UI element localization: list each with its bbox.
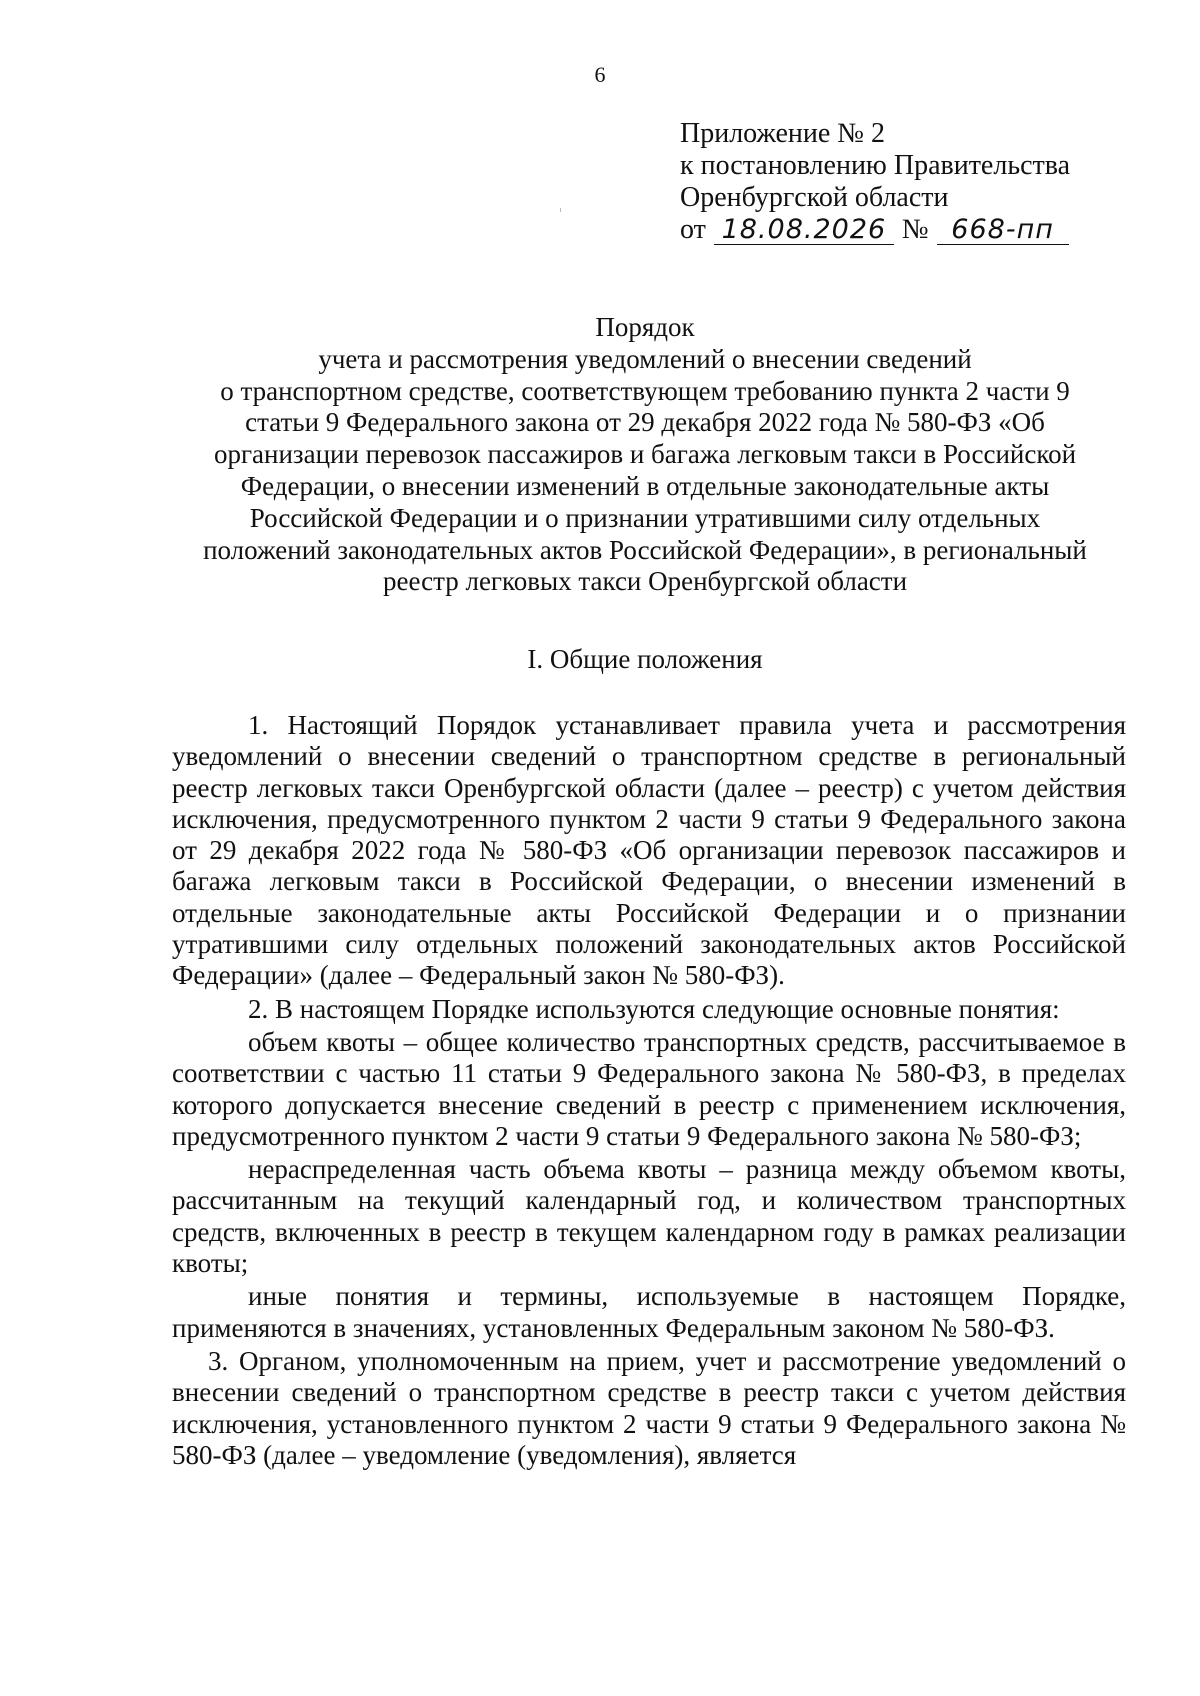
handwritten-date: 18.08.2026 bbox=[714, 216, 894, 245]
subtitle-line: о транспортном средстве, соответствующем требованию пункта 2 части 9 bbox=[220, 375, 1070, 406]
subtitle-line: учета и рассмотрения уведомлений о внесении сведений bbox=[318, 343, 972, 374]
subtitle-line: организации перевозок пассажиров и багажа легковым такси в Российской bbox=[213, 439, 1077, 470]
document-body bbox=[172, 710, 1126, 1473]
document-title: Порядок bbox=[595, 312, 695, 342]
page-number: 6 bbox=[594, 62, 606, 87]
document-title-block bbox=[170, 312, 1120, 598]
definition-unallocated-quota: нераспределенная часть объема квоты – разница между объемом квоты, рассчитанным на текущий календарный год, и количеством транспортных средств, включенных в реестр в текущем календарном году в рамках реализации квоты; bbox=[172, 1154, 1126, 1279]
appendix-line-2: к постановлению Правительства bbox=[680, 150, 1071, 181]
subtitle-line: положений законодательных актов Российской Федерации», в региональный bbox=[203, 534, 1087, 565]
paragraph-2: 2. В настоящем Порядке используются следующие основные понятия: bbox=[248, 993, 1060, 1024]
from-label: от bbox=[680, 214, 706, 245]
appendix-date-line bbox=[680, 214, 1160, 246]
handwritten-number: 668-пп bbox=[937, 216, 1069, 245]
section-heading: I. Общие положения bbox=[527, 644, 763, 674]
subtitle-line: Российской Федерации и о признании утратившими силу отдельных bbox=[249, 502, 1041, 533]
subtitle-line: Федерации, о внесении изменений в отдельные законодательные акты bbox=[240, 470, 1050, 501]
paragraph-1: 1. Настоящий Порядок устанавливает правила учета и рассмотрения уведомлений о внесении сведений о транспортном средстве в региональный реестр легковых такси Оренбургской области (далее – реестр) с учетом действия исключения, предусмотренного пунктом 2 части 9 статьи 9 Федерального закона от 29 декабря 2022 года № 580-ФЗ «Об организации перевозок пассажиров и багажа легковым такси в Российской Федерации, о внесении изменений в отдельные законодательные акты Российской Федерации и о признании утратившими силу отдельных положений законодательных актов Российской Федерации» (далее – Федеральный закон № 580-ФЗ). bbox=[172, 710, 1126, 991]
paragraph-3: 3. Органом, уполномоченным на прием, учет и рассмотрение уведомлений о внесении сведений о транспортном средстве в реестр такси с учетом действия исключения, установленного пунктом 2 части 9 статьи 9 Федерального закона № 580-ФЗ (далее – уведомление (уведомления), является bbox=[172, 1345, 1126, 1470]
subtitle-line: статьи 9 Федерального закона от 29 декабря 2022 года № 580-ФЗ «Об bbox=[245, 407, 1045, 438]
appendix-line-3: Оренбургской области bbox=[680, 182, 949, 213]
definition-other-terms: иные понятия и термины, используемые в настоящем Порядке, применяются в значениях, установленных Федеральным законом № 580-ФЗ. bbox=[172, 1281, 1126, 1343]
scan-speck bbox=[560, 208, 561, 212]
number-label: № bbox=[901, 214, 929, 245]
definition-quota-volume: объем квоты – общее количество транспортных средств, рассчитываемое в соответствии с частью 11 статьи 9 Федерального закона № 580-ФЗ, в пределах которого допускается внесение сведений в реестр с применением исключения, предусмотренного пунктом 2 части 9 статьи 9 Федерального закона № 580-ФЗ; bbox=[172, 1026, 1126, 1151]
appendix-block bbox=[680, 118, 1160, 246]
appendix-line-1: Приложение № 2 bbox=[680, 118, 885, 149]
subtitle-line: реестр легковых такси Оренбургской области bbox=[382, 566, 908, 597]
